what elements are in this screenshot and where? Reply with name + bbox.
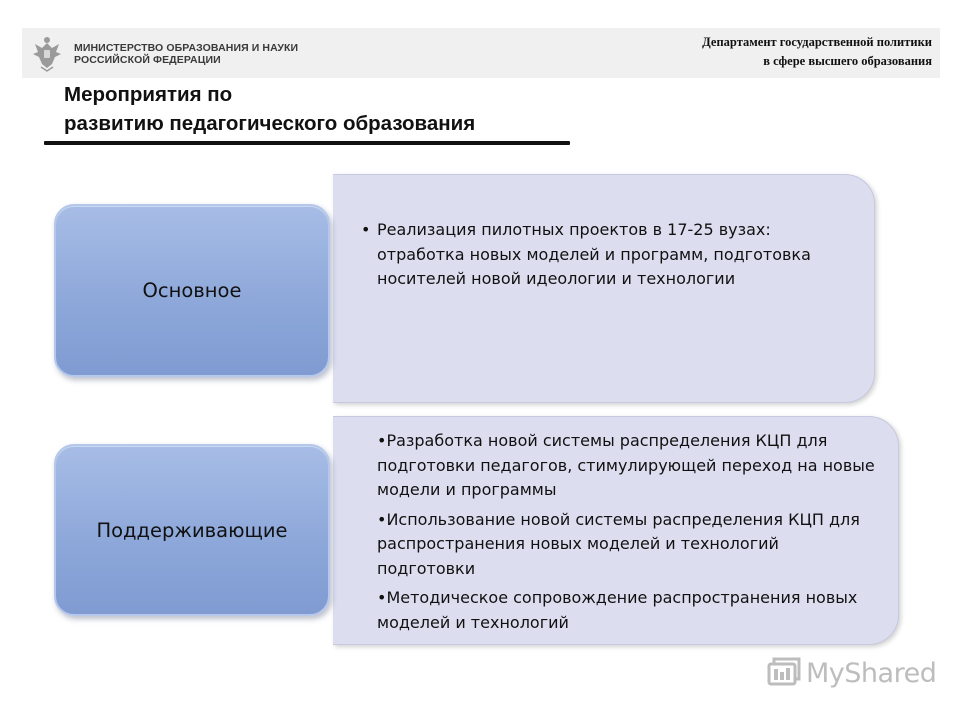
slide-title-line2: развитию педагогического образования [64,112,476,135]
double-headed-eagle-emblem-icon [30,34,64,72]
department-line1: Департамент государственной политики [702,35,932,49]
myshared-watermark [766,656,936,690]
supporting-activities-panel [333,416,899,645]
category-supporting-box [54,444,330,616]
main-activities-panel [333,174,875,403]
category-supporting-label: Поддерживающие [96,518,288,542]
watermark-text: MyShared [806,657,937,689]
list-item: • Методическое сопровождение распространения новых моделей и технологий [377,586,877,635]
slide-title-line1: Мероприятия по [64,83,233,106]
department-name [702,33,932,71]
main-activities-list [361,218,831,292]
list-item: • Использование новой системы распределения КЦП для распространения новых моделей и технологий подготовки [377,508,877,582]
slide-title [64,80,475,138]
title-underline [44,141,570,145]
myshared-logo-icon [766,656,802,690]
list-item: • Разработка новой системы распределения КЦП для подготовки педагогов, стимулирующей переход на новые модели и программы [377,429,877,503]
category-main-box [54,204,330,377]
category-main-label: Основное [142,279,242,302]
list-item: • Реализация пилотных проектов в 17-25 вузах: отработка новых моделей и программ, подготовка носителей новой идеологии и технологии [361,218,831,292]
ministry-name-line1: МИНИСТЕРСТВО ОБРАЗОВАНИЯ И НАУКИ [74,42,299,54]
ministry-name [74,42,298,66]
department-line2: в сфере высшего образования [763,54,932,68]
ministry-name-line2: РОССИЙСКОЙ ФЕДЕРАЦИИ [74,54,221,66]
supporting-activities-list [377,429,877,640]
